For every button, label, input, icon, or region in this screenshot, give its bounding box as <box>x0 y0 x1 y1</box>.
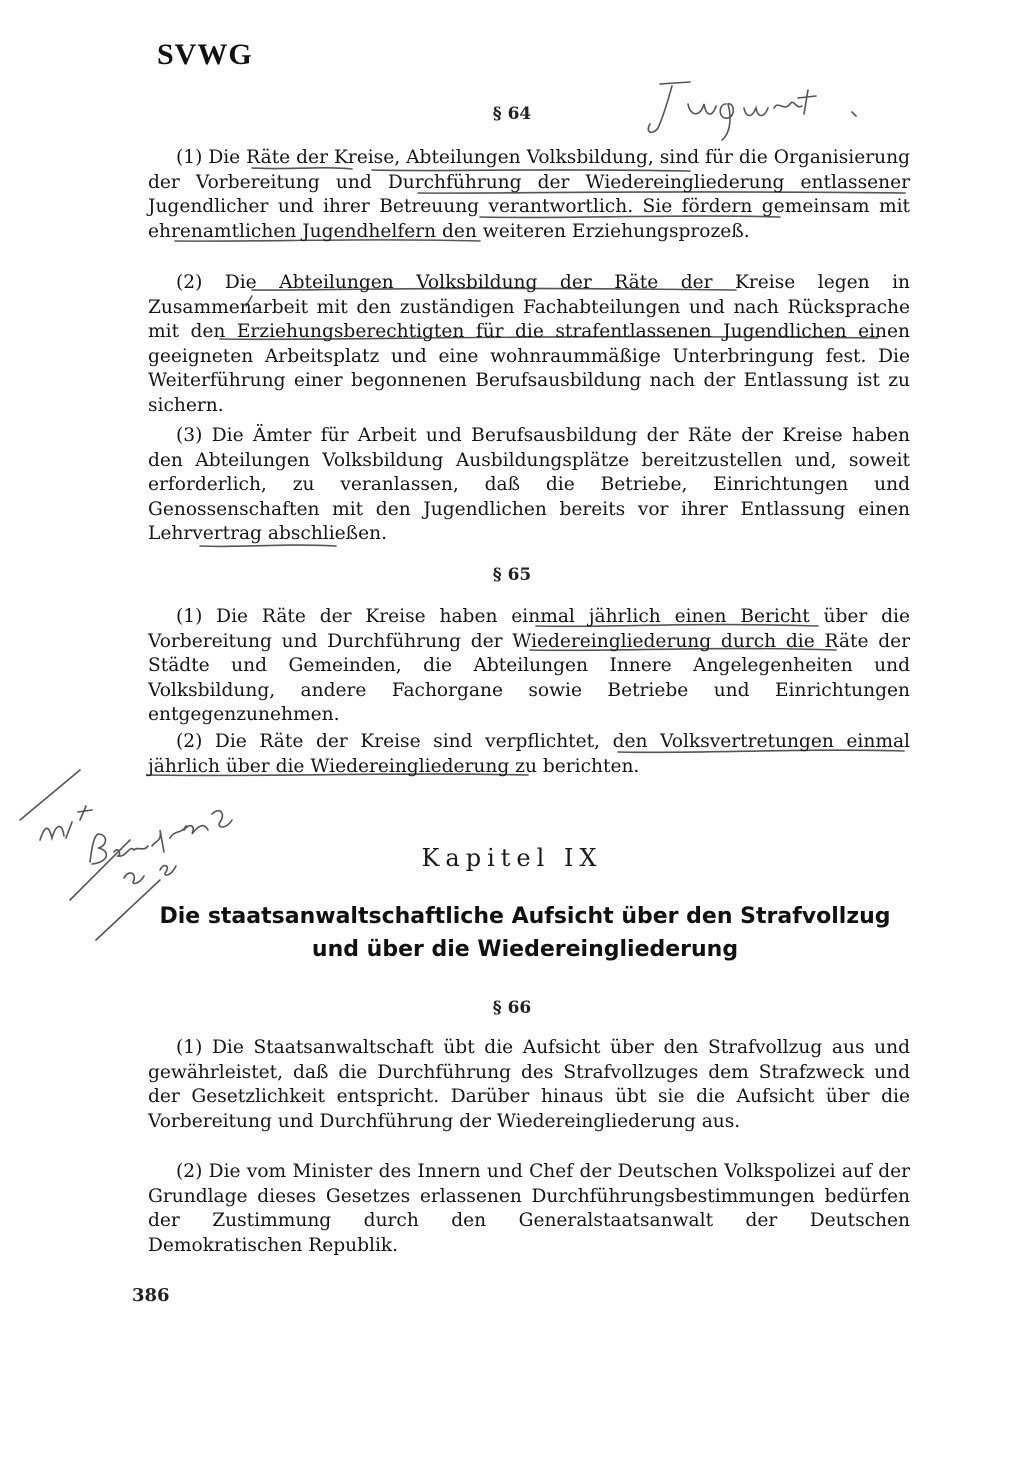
chapter-title-line-2: und über die Wiedereingliederung <box>311 937 739 962</box>
chapter-label: Kapitel IX <box>421 844 603 872</box>
paragraph-64-1: (1) Die Räte der Kreise, Abteilungen Volksbildung, sind für die Organisierung der Vorbereitung und Durchführung der Wiedereingliederung entlassener Jugendlicher und ihrer Betreuung verantwortlich. Sie fördern gemeinsam mit ehrenamtlichen Jugendhelfern den weiteren Erziehungsprozeß. <box>148 147 910 242</box>
chapter-title <box>120 900 930 966</box>
paragraph-65-1: (1) Die Räte der Kreise haben einmal jährlich einen Bericht über die Vorbereitung und Durchführung der Wiedereingliederung durch die Räte der Städte und Gemeinden, die Abteilungen Innere Angelegenheiten und Volksbildung, andere Fachorgane sowie Betriebe und Einrichtungen entgegenzunehmen. <box>148 606 910 725</box>
section-sign: § 66 <box>492 998 532 1018</box>
collection-stamp: SVWG <box>157 38 253 71</box>
section-sign: § 64 <box>492 104 532 124</box>
paragraph-66-1: (1) Die Staatsanwaltschaft übt die Aufsicht über den Strafvollzug aus und gewährleistet, daß die Durchführung des Strafvollzuges dem Strafzweck und der Gesetzlichkeit entspricht. Darüber hinaus übt sie die Aufsicht über die Vorbereitung und Durchführung der Wiedereingliederung aus. <box>148 1037 910 1132</box>
paragraph-66-2: (2) Die vom Minister des Innern und Chef der Deutschen Volkspolizei auf der Grundlage dieses Gesetzes erlassenen Durchführungsbestimmungen bedürfen der Zustimmung durch den Generalstaatsanwalt der Deutschen Demokratischen Republik. <box>148 1161 910 1256</box>
page-number: 386 <box>132 1285 170 1306</box>
paragraph-65-2: (2) Die Räte der Kreise sind verpflichtet, den Volksvertretungen einmal jährlich über die Wiedereingliederung zu berichten. <box>148 731 910 777</box>
section-sign: § 65 <box>492 565 532 585</box>
chapter-title-line-1: Die staatsanwaltschaftliche Aufsicht über den Strafvollzug <box>159 904 891 929</box>
paragraph-64-2: (2) Die Abteilungen Volksbildung der Räte der Kreise legen in Zusammenarbeit mit den zuständigen Fachabteilungen und nach Rücksprache mit den Erziehungsberechtigten für die strafentlassenen Jugendlichen einen geeigneten Arbeitsplatz und eine wohnraummäßige Unterbringung fest. Die Weiterführung einer begonnenen Berufsausbildung nach der Entlassung ist zu sichern. <box>148 272 910 416</box>
paragraph-64-3: (3) Die Ämter für Arbeit und Berufsausbildung der Räte der Kreise haben den Abteilungen Volksbildung Ausbildungsplätze bereitzustellen und, soweit erforderlich, zu veranlassen, daß die Betriebe, Einrichtungen und Genossenschaften mit den Jugendlichen bereits vor ihrer Entlassung einen Lehrvertrag abschließen. <box>148 425 910 544</box>
